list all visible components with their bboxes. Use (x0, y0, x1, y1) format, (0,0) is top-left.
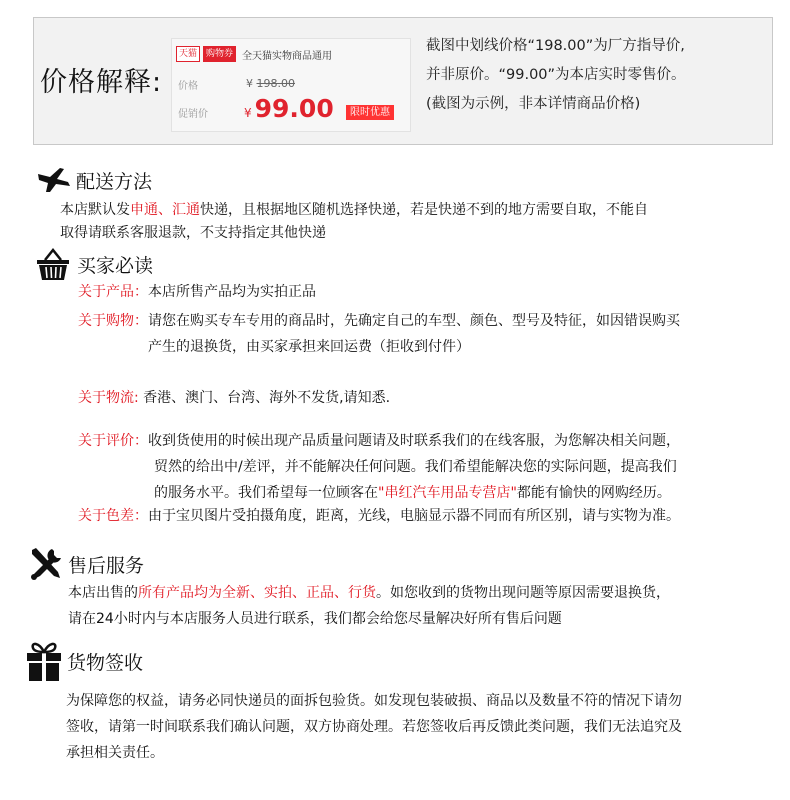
about-product-label: 关于产品： (78, 284, 148, 300)
shipping-text (60, 199, 648, 245)
about-review (78, 428, 680, 506)
shipping-text-part: 快递，且根据地区随机选择快递，若是快递不到的地方需要自取，不能自 (200, 202, 648, 218)
price-explanation-line: (截图为示例，非本详情商品价格) (426, 96, 641, 112)
original-price (246, 77, 295, 90)
receipt-line: 为保障您的权益，请务必同快递员的面拆包验货。如发现包装破损、商品以及数量不符的情况下请勿 (66, 693, 682, 709)
aftersale-text-part: 本店出售的 (68, 585, 138, 601)
receipt-title: 货物签收 (67, 651, 144, 674)
aftersale-line: 请在24小时内与本店服务人员进行联系，我们都会给您尽量解决好所有售后问题 (68, 611, 562, 627)
aftersale-title: 售后服务 (68, 554, 145, 577)
promo-price-value: 99.00 (254, 94, 334, 123)
store-name: "串红汽车用品专营店" (378, 485, 517, 501)
about-color (78, 505, 680, 528)
sample-price-card (171, 38, 411, 132)
about-color-label: 关于色差： (78, 508, 148, 524)
shipping-line: 取得请联系客服退款，不支持指定其他快递 (60, 225, 326, 241)
shipping-header (36, 166, 152, 194)
promo-price (244, 94, 334, 123)
shipping-line (60, 199, 648, 222)
about-purchase-text: 产生的退换货，由买家承担来回运费（拒收到付件） (148, 339, 470, 355)
about-product-text: 本店所售产品均为实拍正品 (148, 284, 316, 300)
promo-price-currency: ¥ (244, 106, 252, 120)
aftersale-text-part: 。如您收到的货物出现问题等原因需要退换货， (376, 585, 670, 601)
shipping-title: 配送方法 (76, 170, 153, 193)
aftersale-text (68, 580, 670, 632)
gift-icon (25, 640, 63, 682)
original-price-value: 198.00 (256, 77, 295, 90)
about-purchase-text: 请您在购买专车专用的商品时，先确定自己的车型、颜色、型号及特征，如因错误购买 (148, 313, 680, 329)
price-explanation-title: 价格解释: (40, 67, 163, 98)
price-label: 价格 (178, 81, 198, 92)
buyer-title: 买家必读 (77, 254, 154, 277)
receipt-text (66, 688, 682, 766)
receipt-line: 签收，请第一时间联系我们确认问题，双方协商处理。若您签收后再反馈此类问题，我们无法追究及 (66, 719, 682, 735)
about-purchase-label: 关于购物： (78, 313, 148, 329)
price-explanation-text (426, 32, 766, 119)
shipping-couriers: 申通、汇通 (130, 202, 200, 218)
airplane-icon (36, 166, 72, 194)
receipt-header (25, 640, 143, 682)
buyer-header (35, 246, 153, 282)
about-review-text: 收到货使用的时候出现产品质量问题请及时联系我们的在线客服，为您解决相关问题， (148, 433, 680, 449)
about-review-text: 的服务水平。我们希望每一位顾客在 (154, 485, 378, 501)
shipping-text-part: 本店默认发 (60, 202, 130, 218)
about-logistics-text: 香港、澳门、台湾、海外不发货,请知悉. (138, 390, 391, 406)
price-explanation-box (33, 17, 773, 145)
promo-price-label: 促销价 (178, 109, 208, 120)
aftersale-header (28, 546, 144, 582)
about-purchase (78, 310, 680, 359)
shopping-basket-icon (35, 246, 71, 282)
price-explanation-line: 截图中划线价格“198.00”为厂方指导价, (426, 38, 685, 54)
coupon-tag: 购物券 (203, 46, 236, 62)
receipt-line: 承担相关责任。 (66, 745, 164, 761)
about-color-text: 由于宝贝图片受拍摄角度，距离，光线，电脑显示器不同而有所区别，请与实物为准。 (148, 508, 680, 524)
coupon-description: 全天猫实物商品通用 (242, 50, 333, 62)
about-review-label: 关于评价： (78, 433, 148, 449)
card-tags-row (176, 45, 332, 63)
tmall-tag: 天猫 (176, 46, 200, 62)
limited-offer-tag: 限时优惠 (346, 105, 394, 120)
about-review-text: 都能有愉快的网购经历。 (516, 485, 671, 501)
about-product (78, 281, 316, 304)
about-review-text: 贸然的给出中/差评，并不能解决任何问题。我们希望能解决您的实际问题，提高我们 (154, 459, 677, 475)
about-logistics (78, 387, 390, 410)
aftersale-highlight: 所有产品均为全新、实拍、正品、行货 (138, 585, 376, 601)
price-explanation-line: 并非原价。“99.00”为本店实时零售价。 (426, 67, 686, 83)
original-price-currency: ¥ (246, 77, 253, 90)
tools-icon (28, 546, 64, 582)
about-logistics-label: 关于物流: (78, 390, 139, 406)
